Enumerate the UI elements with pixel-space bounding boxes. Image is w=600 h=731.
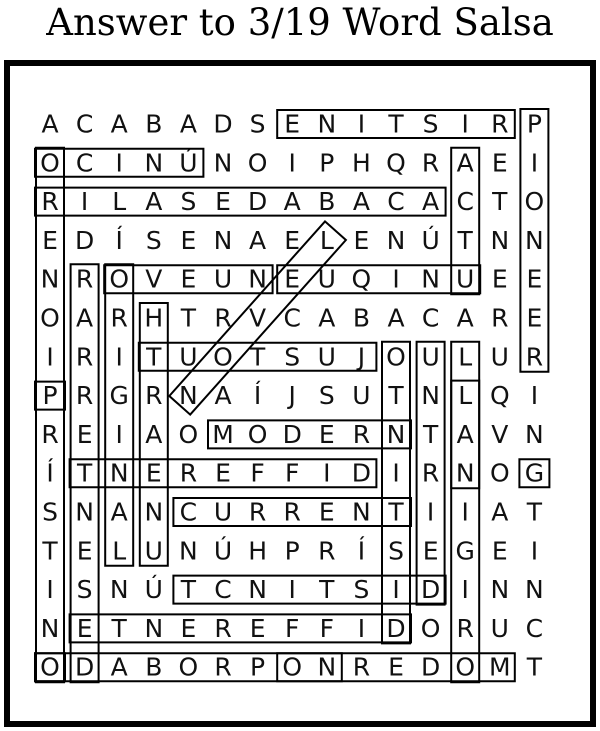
grid-letter: D — [247, 187, 268, 217]
grid-letter: O — [282, 652, 303, 682]
grid-letter: L — [458, 381, 473, 411]
grid-letter: O — [247, 419, 268, 449]
grid-letter: U — [456, 264, 475, 294]
grid-letter: N — [213, 148, 233, 178]
grid-letter: D — [282, 419, 302, 449]
grid-letter: F — [319, 613, 334, 643]
grid-letter: S — [76, 575, 93, 605]
grid-letter: N — [352, 497, 371, 527]
grid-letter: T — [492, 187, 508, 217]
grid-letter: E — [215, 458, 231, 488]
grid-letter: U — [144, 536, 163, 566]
grid-letter: E — [180, 264, 197, 294]
grid-letter: A — [456, 303, 474, 333]
grid-letter: Í — [357, 536, 366, 566]
grid-letter: L — [319, 225, 334, 255]
grid-letter: U — [213, 264, 233, 294]
grid-letter: N — [144, 148, 164, 178]
grid-letter: I — [323, 458, 331, 488]
grid-letter: P — [319, 148, 335, 178]
grid-letter: U — [352, 381, 371, 411]
grid-letter: T — [388, 109, 404, 139]
grid-letter: S — [318, 381, 335, 411]
grid-letter: R — [214, 613, 232, 643]
grid-letter: E — [388, 652, 404, 682]
grid-letter: D — [74, 652, 95, 682]
grid-letter: S — [388, 536, 404, 566]
grid-letter: R — [491, 303, 509, 333]
grid-letter: O — [40, 148, 60, 178]
grid-letter: C — [421, 303, 440, 333]
grid-letter: N — [109, 458, 129, 488]
grid-letter: R — [248, 497, 267, 527]
grid-letter: V — [249, 303, 267, 333]
grid-letter: P — [526, 109, 542, 139]
grid-letter: T — [457, 225, 473, 255]
grid-letter: I — [392, 458, 400, 488]
grid-letter: E — [526, 264, 543, 294]
grid-letter: N — [40, 264, 60, 294]
grid-letter: T — [180, 303, 197, 333]
grid-letter: I — [461, 109, 469, 139]
grid-letter: R — [75, 264, 94, 294]
grid-letter: V — [145, 264, 163, 294]
grid-letter: C — [283, 303, 301, 333]
grid-letter: V — [491, 419, 509, 449]
grid-letter: J — [288, 381, 296, 411]
grid-letter: L — [458, 342, 473, 372]
grid-letter: I — [80, 187, 89, 217]
grid-letter: R — [110, 303, 128, 333]
grid-letter: I — [46, 342, 54, 372]
grid-letter: A — [422, 187, 440, 217]
grid-letter: H — [144, 303, 164, 333]
grid-letter: F — [285, 613, 300, 643]
grid-letter: A — [110, 497, 128, 527]
grid-letter: E — [249, 613, 266, 643]
grid-letter: O — [420, 613, 441, 643]
grid-letter: N — [179, 536, 198, 566]
grid-letter: A — [491, 497, 509, 527]
grid-letter: I — [530, 381, 539, 411]
grid-letter: I — [392, 575, 400, 605]
grid-letter: I — [530, 536, 539, 566]
grid-letter: I — [115, 419, 123, 449]
grid-letter: N — [525, 419, 544, 449]
grid-letter: M — [489, 652, 511, 682]
grid-letter: B — [145, 109, 163, 139]
grid-letter: R — [214, 652, 232, 682]
grid-letter: I — [115, 342, 123, 372]
grid-letter: A — [352, 187, 370, 217]
grid-letter: A — [110, 652, 128, 682]
grid-letter: C — [387, 187, 405, 217]
grid-letter: Q — [489, 381, 510, 411]
grid-letter: I — [115, 148, 123, 178]
grid-letter: C — [75, 148, 94, 178]
grid-letter: N — [248, 575, 267, 605]
grid-letter: G — [455, 536, 475, 566]
grid-letter: N — [525, 575, 544, 605]
grid-letter: E — [76, 536, 93, 566]
grid-letter: C — [214, 575, 232, 605]
grid-letter: E — [180, 225, 197, 255]
grid-letter: O — [386, 342, 406, 372]
grid-letter: L — [112, 536, 127, 566]
grid-letter: T — [111, 613, 127, 643]
grid-letter: N — [455, 458, 475, 488]
grid-letter: R — [41, 419, 59, 449]
grid-letter: R — [318, 536, 336, 566]
grid-letter: D — [386, 613, 406, 643]
grid-letter: N — [144, 497, 164, 527]
grid-letter: R — [491, 109, 509, 139]
grid-letter: N — [386, 419, 406, 449]
grid-letter: N — [317, 109, 337, 139]
grid-letter: R — [41, 187, 59, 217]
grid-letter: Ú — [179, 148, 198, 178]
grid-letter: E — [491, 264, 508, 294]
grid-letter: D — [420, 652, 441, 682]
grid-letter: N — [525, 225, 544, 255]
grid-letter: T — [526, 652, 543, 682]
grid-letter: O — [247, 148, 268, 178]
grid-letter: L — [112, 187, 127, 217]
grid-letter: N — [386, 225, 406, 255]
grid-letter: O — [489, 458, 510, 488]
grid-letter: O — [40, 303, 60, 333]
page-title: Answer to 3/19 Word Salsa — [46, 1, 554, 44]
grid-letter: O — [524, 187, 545, 217]
grid-letter: R — [179, 458, 198, 488]
grid-letter: C — [525, 613, 544, 643]
grid-letter: A — [214, 381, 232, 411]
answer-box — [35, 188, 446, 216]
grid-letter: U — [317, 264, 336, 294]
grid-letter: C — [179, 497, 198, 527]
grid-letter: G — [109, 381, 129, 411]
answer-box — [208, 420, 411, 448]
grid-letter: B — [318, 187, 336, 217]
grid-letter: N — [40, 613, 60, 643]
grid-letter: A — [41, 109, 59, 139]
grid-letter: P — [250, 652, 266, 682]
grid-letter: U — [213, 497, 233, 527]
grid-letter: H — [351, 148, 371, 178]
grid-letter: R — [214, 303, 232, 333]
grid-letter: T — [319, 575, 335, 605]
grid-letter: N — [144, 613, 164, 643]
grid-letter: B — [352, 303, 370, 333]
grid-letter: R — [525, 342, 544, 372]
grid-letter: A — [318, 303, 336, 333]
grid-letter: O — [213, 342, 233, 372]
grid-letter: G — [524, 458, 545, 488]
grid-letter: U — [317, 342, 336, 372]
grid-letter: N — [75, 497, 94, 527]
grid-letter: R — [456, 613, 474, 643]
grid-letter: R — [421, 458, 440, 488]
grid-letter: P — [284, 536, 300, 566]
grid-letter: S — [42, 497, 58, 527]
grid-letter: I — [530, 148, 539, 178]
grid-letter: I — [461, 497, 469, 527]
grid-letter: A — [145, 187, 163, 217]
grid-letter: T — [388, 381, 404, 411]
grid-letter: N — [421, 264, 440, 294]
grid-letter: T — [146, 342, 162, 372]
grid-letter: A — [179, 109, 197, 139]
grid-letter: Q — [351, 264, 372, 294]
grid-letter: R — [75, 342, 94, 372]
grid-letter: R — [145, 381, 163, 411]
grid-letter: S — [422, 109, 439, 139]
grid-letter: I — [426, 497, 435, 527]
grid-letter: E — [526, 303, 543, 333]
answer-box — [35, 653, 515, 681]
grid-letter: E — [284, 109, 301, 139]
grid-letter: S — [249, 109, 266, 139]
grid-letter: A — [456, 419, 474, 449]
grid-letter: E — [215, 187, 231, 217]
grid-letter: S — [145, 225, 162, 255]
grid-letter: P — [42, 381, 58, 411]
grid-letter: T — [422, 419, 439, 449]
grid-letter: A — [145, 419, 163, 449]
grid-letter: N — [317, 652, 337, 682]
grid-letter: D — [351, 458, 372, 488]
grid-letter: A — [249, 225, 267, 255]
grid-letter: Ú — [144, 575, 163, 605]
grid-letter: O — [178, 652, 199, 682]
grid-letter: N — [248, 264, 267, 294]
grid-letter: T — [42, 536, 58, 566]
grid-letter: S — [284, 342, 301, 372]
grid-letter: H — [248, 536, 268, 566]
grid-letter: Q — [386, 148, 406, 178]
grid-letter: U — [179, 342, 198, 372]
grid-letter: R — [352, 652, 371, 682]
grid-letter: E — [353, 225, 370, 255]
grid-letter: M — [212, 419, 234, 449]
grid-letter: N — [109, 575, 129, 605]
grid-letter: I — [46, 575, 54, 605]
grid-letter: F — [285, 458, 300, 488]
grid-letter: E — [284, 225, 301, 255]
grid-letter: E — [145, 458, 162, 488]
grid-letter: S — [353, 575, 370, 605]
grid-letter: E — [76, 613, 93, 643]
grid-letter: I — [357, 613, 366, 643]
grid-letter: C — [456, 187, 474, 217]
grid-letter: R — [421, 148, 440, 178]
grid-letter: N — [179, 381, 198, 411]
grid-letter: O — [178, 419, 199, 449]
word-search-grid — [10, 66, 590, 721]
grid-letter: J — [357, 342, 366, 372]
letter-layer — [40, 110, 544, 682]
grid-letter: F — [250, 458, 265, 488]
grid-letter: E — [318, 419, 335, 449]
grid-letter: Í — [115, 225, 123, 255]
grid-letter: T — [180, 575, 197, 605]
grid-letter: S — [180, 187, 197, 217]
grid-letter: R — [75, 381, 94, 411]
grid-letter: E — [491, 148, 508, 178]
puzzle-frame — [4, 60, 596, 727]
grid-letter: E — [180, 613, 197, 643]
grid-letter: A — [283, 187, 301, 217]
grid-letter: D — [420, 575, 441, 605]
grid-letter: T — [76, 458, 93, 488]
grid-letter: T — [526, 497, 543, 527]
grid-letter: E — [318, 497, 335, 527]
grid-letter: T — [249, 342, 266, 372]
grid-letter: E — [76, 419, 93, 449]
grid-letter: N — [213, 225, 233, 255]
grid-letter: A — [387, 303, 405, 333]
grid-letter: I — [357, 109, 366, 139]
grid-letter: O — [40, 652, 60, 682]
grid-letter: I — [392, 264, 400, 294]
grid-letter: D — [213, 109, 233, 139]
grid-letter: O — [109, 264, 130, 294]
grid-letter: I — [288, 575, 296, 605]
grid-letter: T — [388, 497, 404, 527]
grid-letter: E — [422, 536, 439, 566]
grid-letter: O — [455, 652, 476, 682]
grid-letter: A — [110, 109, 128, 139]
grid-letter: Í — [46, 458, 54, 488]
grid-letter: N — [421, 381, 440, 411]
grid-letter: N — [490, 575, 510, 605]
grid-letter: I — [288, 148, 296, 178]
grid-letter: U — [490, 342, 509, 372]
grid-letter: C — [75, 109, 94, 139]
grid-letter: R — [283, 497, 301, 527]
grid-letter: Ú — [421, 225, 440, 255]
grid-letter: A — [76, 303, 94, 333]
grid-letter: A — [456, 148, 474, 178]
grid-letter: R — [352, 419, 371, 449]
grid-letter: U — [490, 613, 509, 643]
grid-letter: U — [421, 342, 440, 372]
grid-letter: E — [491, 536, 508, 566]
grid-letter: E — [42, 225, 58, 255]
grid-letter: I — [461, 575, 469, 605]
answer-box — [277, 265, 480, 293]
grid-letter: Ú — [213, 536, 233, 566]
grid-letter: D — [74, 225, 95, 255]
grid-letter: Í — [253, 381, 262, 411]
grid-letter: B — [145, 652, 163, 682]
grid-letter: N — [490, 225, 510, 255]
grid-letter: E — [284, 264, 301, 294]
